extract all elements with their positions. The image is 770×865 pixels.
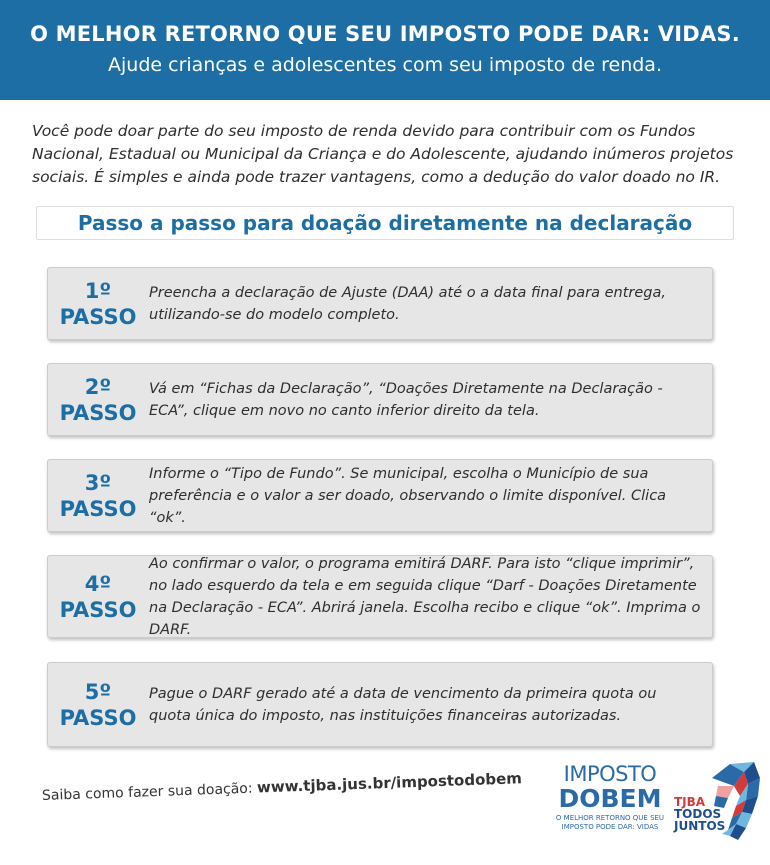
step-4-label: PASSO: [59, 597, 137, 622]
tjba-logo-line1: TJBA: [674, 795, 706, 809]
step-2-card: [47, 363, 713, 436]
imposto-logo-line2: [555, 786, 665, 812]
step-1-card: [47, 267, 713, 340]
footer-prefix: Saiba como fazer sua doação:: [41, 780, 258, 804]
header-subtitle: Ajude crianças e adolescentes com seu imposto de renda.: [108, 54, 662, 76]
imposto-logo-bem: BEM: [600, 784, 662, 813]
step-1-badge: [48, 268, 148, 339]
step-5-card: [47, 662, 713, 747]
step-3-card: [47, 459, 713, 532]
step-1-label: PASSO: [59, 304, 137, 329]
imposto-logo-do: DO: [558, 784, 601, 813]
step-4-badge: [48, 556, 148, 637]
step-3-text: Informe o “Tipo de Fundo”. Se municipal, escolha o Município de sua preferência e o valor a ser doado, observando o limite disponível. Clica “ok”.: [149, 465, 667, 526]
section-title: Passo a passo para doação diretamente na declaração: [36, 206, 734, 240]
step-4-number: 4º: [84, 571, 112, 596]
tjba-logo-text: [674, 796, 725, 832]
step-3-label: PASSO: [59, 496, 137, 521]
step-1-number: 1º: [84, 278, 112, 303]
imposto-do-bem-logo: [555, 762, 665, 854]
step-3-number: 3º: [84, 470, 112, 495]
step-4-card: [47, 555, 713, 638]
tjba-todos-juntos-logo: [672, 760, 764, 856]
step-2-label: PASSO: [59, 400, 137, 425]
imposto-logo-line1: IMPOSTO: [563, 762, 657, 786]
header-title: O MELHOR RETORNO QUE SEU IMPOSTO PODE DAR: VIDAS.: [30, 22, 740, 46]
footer-url-link[interactable]: www.tjba.jus.br/impostodobem: [256, 769, 523, 797]
step-2-number: 2º: [84, 374, 112, 399]
step-5-text: Pague o DARF gerado até a data de vencimento da primeira quota ou quota única do imposto, nas instituições financeiras autorizadas.: [149, 685, 657, 724]
step-5-label: PASSO: [59, 705, 137, 730]
step-1-text: Preencha a declaração de Ajuste (DAA) até o a data final para entrega, utilizando-se do modelo completo.: [149, 284, 667, 323]
imposto-logo-tagline: O MELHOR RETORNO QUE SEU IMPOSTO PODE DAR: VIDAS: [555, 814, 665, 831]
step-2-text: Vá em “Fichas da Declaração”, “Doações Diretamente na Declaração - ECA”, clique em novo no canto inferior direito da tela.: [149, 380, 663, 419]
intro-paragraph: Você pode doar parte do seu imposto de renda devido para contribuir com os Fundos Nacional, Estadual ou Municipal da Criança e do Adolescente, ajudando inúmeros projetos sociais. É simples e ainda pode trazer vantagens, como a dedução do valor doado no IR.: [32, 122, 734, 186]
tjba-logo-line2: TODOS: [674, 807, 722, 821]
step-3-badge: [48, 460, 148, 531]
step-5-badge: [48, 663, 148, 746]
header-banner: [0, 0, 770, 100]
step-5-number: 5º: [84, 679, 112, 704]
footer-cta: [42, 769, 522, 804]
step-4-text: Ao confirmar o valor, o programa emitirá DARF. Para isto “clique imprimir”, no lado esquerdo da tela e em seguida clique “Darf - Doações Diretamente na Declaração - ECA”. Abrirá janela. Escolha recibo e clique “ok”. Imprima o DARF.: [149, 555, 701, 638]
tjba-logo-line3: JUNTOS: [674, 819, 726, 833]
step-2-badge: [48, 364, 148, 435]
